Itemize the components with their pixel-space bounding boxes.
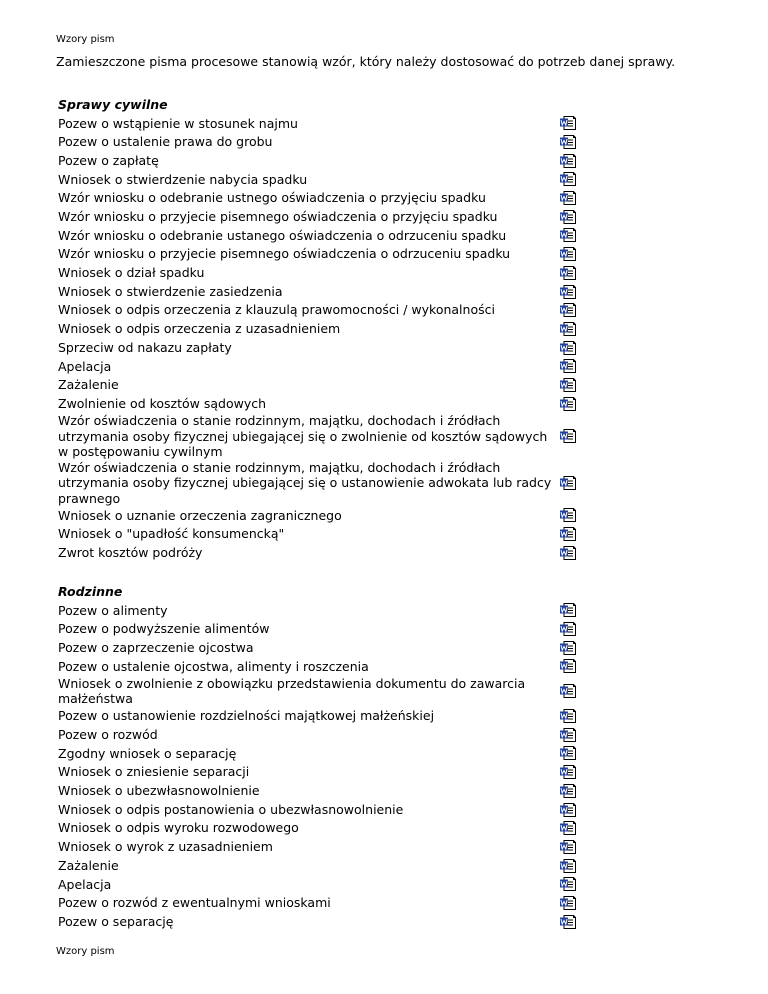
section-title: Sprawy cywilne — [58, 97, 168, 112]
document-row — [58, 725, 578, 744]
document-title: Wniosek o zwolnienie z obowiązku przedstawienia dokumentu do zawarcia małżeństwa — [58, 675, 526, 707]
word-document-icon[interactable] — [559, 302, 577, 318]
document-title: Wzór wniosku o przyjecie pisemnego oświadczenia o przyjęciu spadku — [58, 209, 498, 225]
document-row — [58, 226, 578, 245]
intro-text: Zamieszczone pisma procesowe stanowią wzór, który należy dostosować do potrzeb danej sprawy. — [56, 54, 676, 69]
word-document-icon[interactable] — [559, 683, 577, 699]
document-row — [58, 207, 578, 226]
document-title: Wniosek o wyrok z uzasadnieniem — [58, 839, 273, 855]
word-document-icon[interactable] — [559, 507, 577, 523]
document-title: Pozew o ustalenie ojcostwa, alimenty i roszczenia — [58, 658, 369, 674]
document-row — [58, 638, 578, 657]
document-title: Wzór wniosku o odebranie ustnego oświadczenia o przyjęciu spadku — [58, 190, 486, 206]
word-document-icon[interactable] — [559, 526, 577, 542]
word-document-icon[interactable] — [559, 115, 577, 131]
document-row — [58, 875, 578, 894]
document-row — [58, 676, 578, 707]
page-footer: Wzory pism — [56, 946, 115, 957]
word-document-icon[interactable] — [559, 895, 577, 911]
word-document-icon[interactable] — [559, 340, 577, 356]
word-document-icon[interactable] — [559, 227, 577, 243]
document-row — [58, 301, 578, 320]
word-document-icon[interactable] — [559, 284, 577, 300]
document-row — [58, 856, 578, 875]
document-row — [58, 264, 578, 283]
document-row — [58, 320, 578, 339]
document-title: Wniosek o odpis orzeczenia z klauzulą prawomocności / wykonalności — [58, 302, 495, 318]
word-document-icon[interactable] — [559, 764, 577, 780]
document-title: Wniosek o odpis wyroku rozwodowego — [58, 820, 299, 836]
document-row — [58, 151, 578, 170]
word-document-icon[interactable] — [559, 321, 577, 337]
word-document-icon[interactable] — [559, 602, 577, 618]
word-document-icon[interactable] — [559, 246, 577, 262]
document-title: Apelacja — [58, 876, 112, 892]
word-document-icon[interactable] — [559, 190, 577, 206]
word-document-icon[interactable] — [559, 839, 577, 855]
document-title: Wzór wniosku o przyjecie pisemnego oświadczenia o odrzuceniu spadku — [58, 246, 511, 262]
document-row — [58, 601, 578, 620]
document-row — [58, 394, 578, 413]
document-title: Pozew o separację — [58, 913, 174, 929]
word-document-icon[interactable] — [559, 171, 577, 187]
document-row — [58, 357, 578, 376]
document-title: Wniosek o stwierdzenie nabycia spadku — [58, 171, 308, 187]
document-row — [58, 506, 578, 525]
document-list — [58, 114, 578, 562]
word-document-icon[interactable] — [559, 377, 577, 393]
document-title: Wzór oświadczenia o stanie rodzinnym, majątku, dochodach i źródłach utrzymania osoby fizycznej ubiegającej się o ustanowienie adwokata lub radcy prawnego — [58, 459, 552, 506]
document-row — [58, 782, 578, 801]
document-row — [58, 460, 578, 507]
document-title: Zwrot kosztów podróży — [58, 544, 203, 560]
document-title: Zwolnienie od kosztów sądowych — [58, 395, 267, 411]
document-title: Pozew o wstąpienie w stosunek najmu — [58, 115, 298, 131]
document-row — [58, 819, 578, 838]
word-document-icon[interactable] — [559, 914, 577, 930]
document-title: Pozew o ustanowienie rozdzielności majątkowej małżeńskiej — [58, 708, 435, 724]
document-row — [58, 543, 578, 562]
document-row — [58, 912, 578, 931]
word-document-icon[interactable] — [559, 745, 577, 761]
word-document-icon[interactable] — [559, 396, 577, 412]
word-document-icon[interactable] — [559, 708, 577, 724]
document-row — [58, 189, 578, 208]
document-row — [58, 114, 578, 133]
section-rodzinne — [58, 583, 578, 931]
document-row — [58, 338, 578, 357]
document-row — [58, 245, 578, 264]
word-document-icon[interactable] — [559, 802, 577, 818]
document-row — [58, 620, 578, 639]
document-row — [58, 657, 578, 676]
document-row — [58, 707, 578, 726]
word-document-icon[interactable] — [559, 475, 577, 491]
document-title: Pozew o ustalenie prawa do grobu — [58, 134, 273, 150]
document-title: Wniosek o dział spadku — [58, 265, 205, 281]
document-row — [58, 376, 578, 395]
document-title: Pozew o zapłatę — [58, 152, 159, 168]
document-title: Sprzeciw od nakazu zapłaty — [58, 339, 232, 355]
word-document-icon[interactable] — [559, 876, 577, 892]
document-title: Wniosek o odpis postanowienia o ubezwłasnowolnienie — [58, 801, 404, 817]
document-title: Zażalenie — [58, 857, 119, 873]
document-row — [58, 170, 578, 189]
word-document-icon[interactable] — [559, 658, 577, 674]
section-sprawy-cywilne — [58, 96, 578, 562]
word-document-icon[interactable] — [559, 134, 577, 150]
document-title: Apelacja — [58, 358, 112, 374]
word-document-icon[interactable] — [559, 621, 577, 637]
document-title: Pozew o rozwód — [58, 727, 158, 743]
document-title: Wzór oświadczenia o stanie rodzinnym, majątku, dochodach i źródłach utrzymania osoby fizycznej ubiegającej się o zwolnienie od kosztów sądowych w postępowaniu cywilnym — [58, 413, 548, 459]
document-title: Pozew o podwyższenie alimentów — [58, 621, 270, 637]
document-row — [58, 133, 578, 152]
document-title: Wniosek o stwierdzenie zasiedzenia — [58, 283, 283, 299]
word-document-icon[interactable] — [559, 545, 577, 561]
document-title: Pozew o rozwód z ewentualnymi wnioskami — [58, 895, 331, 911]
document-row — [58, 800, 578, 819]
document-title: Pozew o zaprzeczenie ojcostwa — [58, 639, 254, 655]
word-document-icon[interactable] — [559, 428, 577, 444]
document-row — [58, 413, 578, 460]
document-row — [58, 838, 578, 857]
document-row — [58, 894, 578, 913]
document-title: Pozew o alimenty — [58, 602, 168, 618]
document-list — [58, 601, 578, 931]
page-header: Wzory pism — [56, 34, 115, 45]
document-title: Wzór wniosku o odebranie ustanego oświadczenia o odrzuceniu spadku — [58, 227, 507, 243]
word-document-icon[interactable] — [559, 640, 577, 656]
document-title: Zgodny wniosek o separację — [58, 745, 237, 761]
document-title: Wniosek o odpis orzeczenia z uzasadnieniem — [58, 321, 341, 337]
document-row — [58, 282, 578, 301]
word-document-icon[interactable] — [559, 783, 577, 799]
section-title: Rodzinne — [58, 584, 123, 599]
word-document-icon[interactable] — [559, 858, 577, 874]
word-document-icon[interactable] — [559, 820, 577, 836]
document-row — [58, 763, 578, 782]
document-row — [58, 744, 578, 763]
word-document-icon[interactable] — [559, 209, 577, 225]
document-title: Wniosek o zniesienie separacji — [58, 764, 250, 780]
word-document-icon[interactable] — [559, 265, 577, 281]
document-title: Wniosek o uznanie orzeczenia zagranicznego — [58, 507, 342, 523]
word-document-icon[interactable] — [559, 153, 577, 169]
word-document-icon[interactable] — [559, 727, 577, 743]
document-title: Wniosek o ubezwłasnowolnienie — [58, 783, 260, 799]
document-title: Zażalenie — [58, 377, 119, 393]
document-title: Wniosek o "upadłość konsumencką" — [58, 526, 285, 542]
document-row — [58, 525, 578, 544]
word-document-icon[interactable] — [559, 358, 577, 374]
